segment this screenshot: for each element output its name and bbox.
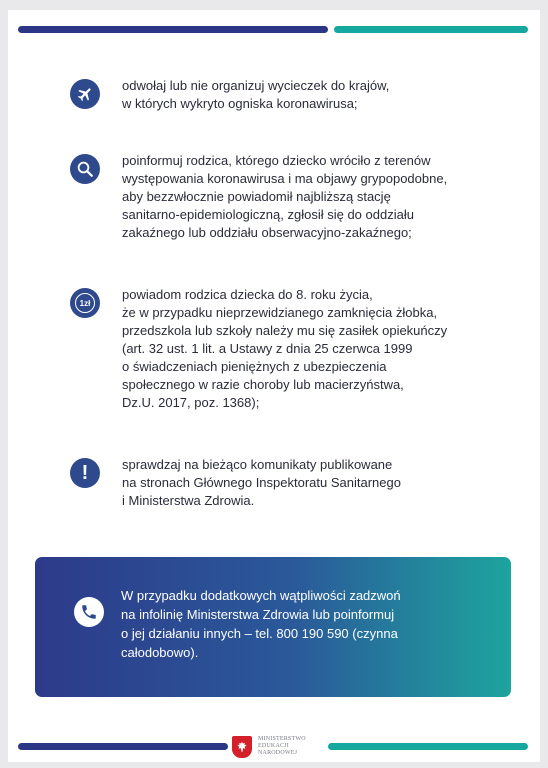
bottom-navy-stripe <box>18 743 228 750</box>
leaflet-page <box>8 10 540 762</box>
item-text: poinformuj rodzica, którego dziecko wróciło z terenów występowania koronawirusa i ma objawy grypopodobne, aby bezzwłocznie powiadomił najbliższą stację sanitarno-epidemiologiczną, zgłosił się do oddziału zakaźnego lub oddziału obserwacyjno-zakaźnego; <box>122 153 448 240</box>
airplane-icon <box>70 79 100 109</box>
item-text: sprawdzaj na bieżąco komunikaty publikowane na stronach Głównego Inspektoratu Sanitarnego i Ministerstwa Zdrowia. <box>122 457 401 508</box>
exclamation-icon <box>70 458 100 488</box>
ministry-logo-text: MINISTERSTWO EDUKACJI NARODOWEJ <box>258 736 306 756</box>
magnifier-icon <box>70 154 100 184</box>
exclamation-mark: ! <box>81 462 89 484</box>
infoline-box <box>35 557 511 697</box>
eagle-emblem-icon <box>232 736 252 758</box>
bottom-teal-stripe <box>328 743 528 750</box>
item-text: powiadom rodzica dziecka do 8. roku życia, że w przypadku nieprzewidzianego zamknięcia żłobka, przedszkola lub szkoły należy mu się zasiłek opiekuńczy (art. 32 ust. 1 lit. a Ustawy z dnia 25 czerwca 1999 o świadczeniach pieniężnych z ubezpieczenia społecznego w razie choroby lub macierzyństwa, Dz.U. 2017, poz. 1368); <box>122 287 448 410</box>
item-text: odwołaj lub nie organizuj wycieczek do krajów, w których wykryto ogniska koronawirusa; <box>122 78 390 111</box>
ministry-logo <box>232 732 322 762</box>
top-navy-stripe <box>18 26 328 33</box>
phone-icon <box>74 597 104 627</box>
infoline-text: W przypadku dodatkowych wątpliwości zadzwoń na infolinię Ministerstwa Zdrowia lub poinformuj o jej działaniu innych – tel. 800 190 590 (czynna całodobowo). <box>121 588 401 660</box>
coin-icon <box>70 288 100 318</box>
coin-label: 1zł <box>75 293 95 313</box>
top-teal-stripe <box>334 26 528 33</box>
